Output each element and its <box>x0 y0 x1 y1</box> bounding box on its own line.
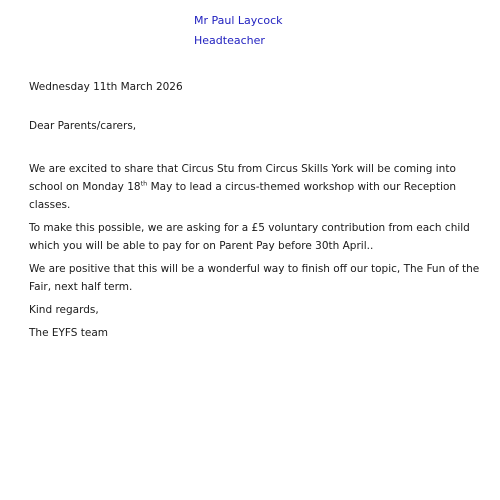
paragraph-workshop-text-end: May to lead a circus-themed workshop with our Reception classes. <box>29 181 457 211</box>
letter-date: Wednesday 11th March 2026 <box>29 81 183 93</box>
signature: The EYFS team <box>29 327 109 339</box>
letter-header <box>194 12 283 52</box>
ordinal-suffix: th <box>140 179 148 188</box>
salutation: Dear Parents/carers, <box>29 120 137 132</box>
letter-body <box>29 160 491 347</box>
closing: Kind regards, <box>29 304 99 316</box>
headteacher-title: Headteacher <box>194 34 265 47</box>
paragraph-topic: We are positive that this will be a wonderful way to finish off our topic, The Fun of the Fair, next half term. <box>29 263 480 293</box>
paragraph-contribution: To make this possible, we are asking for a £5 voluntary contribution from each child which you will be able to pay for on Parent Pay before 30th April.. <box>29 222 470 252</box>
paragraph-workshop-text-start: We are excited to share that Circus Stu from Circus Skills York will be coming into school on Monday 18 <box>29 163 456 193</box>
headteacher-name: Mr Paul Laycock <box>194 14 283 27</box>
paragraph-workshop <box>29 160 491 214</box>
